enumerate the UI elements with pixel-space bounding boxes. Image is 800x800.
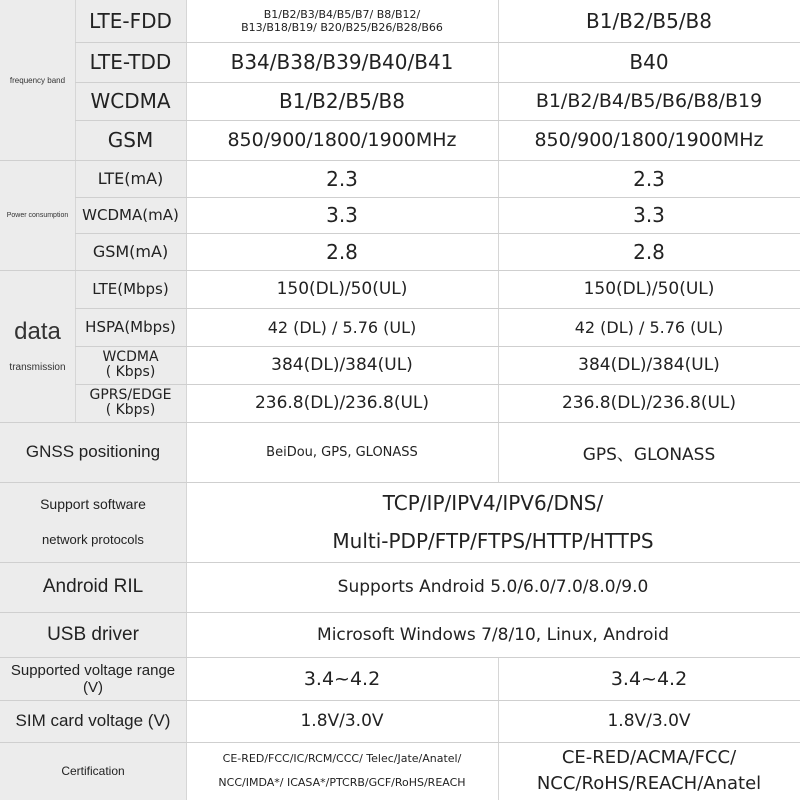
protocols-value	[186, 482, 800, 562]
gprs-edge-col2	[498, 384, 800, 422]
section-divider	[0, 700, 800, 701]
lte-tdd-col2	[498, 42, 800, 82]
data-transmission-small-text: transmission	[9, 362, 66, 373]
section-divider	[0, 160, 800, 161]
lte-mbps-col2	[498, 270, 800, 308]
lte-mbps-label	[75, 270, 186, 308]
section-divider	[0, 482, 800, 483]
usb-driver-value	[186, 612, 800, 657]
certification-col2	[498, 742, 800, 800]
gsm-ma-col2-text: 2.8	[633, 239, 665, 264]
voltage-range-col2-text: 3.4~4.2	[610, 667, 688, 690]
lte-fdd-col2-text: B1/B2/B5/B8	[586, 9, 712, 33]
lte-mbps-label-text: LTE(Mbps)	[92, 280, 169, 298]
gprs-edge-col2-text: 236.8(DL)/236.8(UL)	[561, 393, 737, 413]
gsm-ma-col1-text: 2.8	[326, 239, 358, 264]
data-transmission-big-text: data	[14, 318, 61, 345]
protocols-label	[0, 482, 186, 562]
gsm-ma-label-text: GSM(mA)	[92, 242, 169, 261]
android-ril-label-text: Android RIL	[42, 576, 144, 597]
hspa-mbps-label-text: HSPA(Mbps)	[85, 318, 176, 336]
gnss-label-text: GNSS positioning	[25, 442, 161, 461]
voltage-range-col1-text: 3.4~4.2	[303, 667, 381, 690]
divider-value-columns-bottom	[498, 657, 499, 800]
lte-ma-label-text: LTE(mA)	[97, 169, 164, 188]
usb-driver-label	[0, 612, 186, 657]
wcdma-kbps-col1	[186, 346, 498, 384]
lte-mbps-col2-text: 150(DL)/50(UL)	[583, 279, 715, 299]
voltage-range-label	[0, 657, 186, 700]
wcdma-band-label	[75, 82, 186, 120]
lte-fdd-col1-line1: B1/B2/B3/B4/B5/B7/ B8/B12/	[263, 7, 421, 21]
data-transmission-category	[0, 270, 75, 422]
gprs-edge-col1-text: 236.8(DL)/236.8(UL)	[254, 393, 430, 413]
android-ril-value	[186, 562, 800, 612]
lte-fdd-col1	[186, 0, 498, 42]
certification-col2-line2: NCC/RoHS/REACH/Anatel	[536, 773, 762, 794]
lte-fdd-label-text: LTE-FDD	[89, 9, 172, 33]
hspa-mbps-label	[75, 308, 186, 346]
section-divider	[0, 422, 800, 423]
row-divider	[75, 346, 800, 347]
row-divider	[75, 308, 800, 309]
gprs-edge-label-line1: GPRS/EDGE	[89, 387, 172, 403]
lte-ma-col2	[498, 160, 800, 197]
gsm-band-col1	[186, 120, 498, 160]
certification-col1	[186, 742, 498, 800]
android-ril-label	[0, 562, 186, 612]
gnss-col1-text: BeiDou, GPS, GLONASS	[266, 444, 418, 460]
sim-voltage-col1-text: 1.8V/3.0V	[300, 711, 384, 731]
gnss-col2-text: GPS、GLONASS	[582, 444, 716, 465]
row-divider	[75, 42, 800, 43]
lte-ma-label	[75, 160, 186, 197]
section-divider	[0, 742, 800, 743]
wcdma-ma-label-text: WCDMA(mA)	[82, 206, 179, 224]
frequency-band-category-text: frequency band	[9, 75, 66, 85]
voltage-range-col1	[186, 657, 498, 700]
gnss-col2	[498, 422, 800, 482]
power-consumption-category-text: Power consumption	[6, 211, 69, 219]
voltage-range-label-text: Supported voltage range (V)	[10, 661, 176, 696]
row-divider	[75, 120, 800, 121]
gsm-band-col2-text: 850/900/1800/1900MHz	[534, 129, 764, 151]
gsm-ma-label	[75, 233, 186, 270]
usb-driver-label-text: USB driver	[47, 623, 139, 645]
wcdma-kbps-label-line1: WCDMA	[102, 349, 159, 365]
hspa-mbps-col2-text: 42 (DL) / 5.76 (UL)	[574, 317, 724, 337]
hspa-mbps-col2	[498, 308, 800, 346]
section-divider	[0, 562, 800, 563]
lte-ma-col1	[186, 160, 498, 197]
certification-label-text: Certification	[61, 764, 125, 778]
gsm-ma-col2	[498, 233, 800, 270]
certification-label	[0, 742, 186, 800]
wcdma-ma-col2-text: 3.3	[633, 203, 665, 227]
hspa-mbps-col1	[186, 308, 498, 346]
lte-fdd-col2	[498, 0, 800, 42]
gnss-col1	[186, 422, 498, 482]
gprs-edge-label	[75, 384, 186, 422]
lte-fdd-col1-line2: B13/B18/B19/ B20/B25/B26/B28/B66	[241, 21, 443, 34]
section-divider	[0, 657, 800, 658]
hspa-mbps-col1-text: 42 (DL) / 5.76 (UL)	[267, 317, 417, 337]
gsm-band-col2	[498, 120, 800, 160]
sim-voltage-label	[0, 700, 186, 742]
gnss-label	[0, 422, 186, 482]
section-divider	[0, 612, 800, 613]
wcdma-kbps-col2-text: 384(DL)/384(UL)	[578, 355, 720, 375]
divider-value-columns-top	[498, 0, 499, 482]
certification-col2-line1: CE-RED/ACMA/FCC/	[561, 747, 737, 768]
lte-fdd-label	[75, 0, 186, 42]
usb-driver-value-text: Microsoft Windows 7/8/10, Linux, Android	[317, 624, 669, 645]
protocols-label-line2: network protocols	[42, 532, 144, 547]
gprs-edge-col1	[186, 384, 498, 422]
lte-tdd-col2-text: B40	[629, 50, 669, 74]
android-ril-value-text: Supports Android 5.0/6.0/7.0/8.0/9.0	[337, 577, 649, 597]
sim-voltage-label-text: SIM card voltage (V)	[15, 711, 171, 730]
gsm-band-label-text: GSM	[107, 128, 154, 152]
lte-tdd-col1-text: B34/B38/B39/B40/B41	[230, 50, 454, 74]
sim-voltage-col2	[498, 700, 800, 742]
row-divider	[75, 384, 800, 385]
frequency-band-category	[0, 0, 75, 160]
wcdma-ma-col1-text: 3.3	[326, 203, 358, 227]
wcdma-band-label-text: WCDMA	[90, 89, 171, 113]
row-divider	[75, 197, 800, 198]
divider-category-column	[75, 0, 76, 422]
wcdma-ma-col1	[186, 197, 498, 233]
lte-mbps-col1	[186, 270, 498, 308]
wcdma-band-col2	[498, 82, 800, 120]
protocols-line2: Multi-PDP/FTP/FTPS/HTTP/HTTPS	[332, 529, 654, 553]
wcdma-kbps-col1-text: 384(DL)/384(UL)	[271, 355, 413, 375]
lte-mbps-col1-text: 150(DL)/50(UL)	[276, 279, 408, 299]
row-divider	[75, 82, 800, 83]
lte-tdd-label	[75, 42, 186, 82]
protocols-label-line1: Support software	[40, 496, 146, 512]
wcdma-kbps-label-line2: ( Kbps)	[105, 364, 156, 380]
certification-col1-line1: CE-RED/FCC/IC/RCM/CCC/ Telec/Jate/Anatel/	[222, 752, 462, 765]
voltage-range-col2	[498, 657, 800, 700]
sim-voltage-col1	[186, 700, 498, 742]
sim-voltage-col2-text: 1.8V/3.0V	[607, 711, 691, 731]
certification-col1-line2: NCC/IMDA*/ ICASA*/PTCRB/GCF/RoHS/REACH	[218, 776, 466, 789]
lte-ma-col2-text: 2.3	[633, 166, 665, 191]
wcdma-band-col2-text: B1/B2/B4/B5/B6/B8/B19	[535, 90, 763, 112]
gprs-edge-label-line2: ( Kbps)	[105, 402, 156, 418]
wcdma-band-col1	[186, 82, 498, 120]
section-divider	[0, 270, 800, 271]
gsm-band-col1-text: 850/900/1800/1900MHz	[227, 129, 457, 151]
wcdma-ma-col2	[498, 197, 800, 233]
power-consumption-category	[0, 160, 75, 270]
wcdma-kbps-col2	[498, 346, 800, 384]
lte-tdd-col1	[186, 42, 498, 82]
lte-tdd-label-text: LTE-TDD	[89, 50, 172, 74]
wcdma-ma-label	[75, 197, 186, 233]
gsm-ma-col1	[186, 233, 498, 270]
row-divider	[75, 233, 800, 234]
wcdma-band-col1-text: B1/B2/B5/B8	[279, 89, 405, 113]
wcdma-kbps-label	[75, 346, 186, 384]
protocols-line1: TCP/IP/IPV4/IPV6/DNS/	[382, 491, 604, 515]
gsm-band-label	[75, 120, 186, 160]
lte-ma-col1-text: 2.3	[326, 166, 358, 191]
